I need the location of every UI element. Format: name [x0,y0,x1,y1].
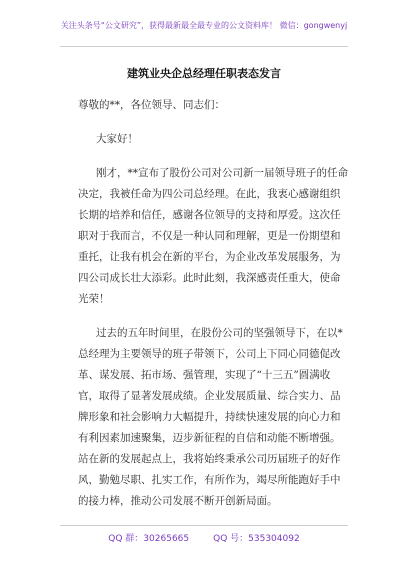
paragraph-1-line-2: 决定，我被任命为四公司总经理。在此，我衷心感谢组织 [78,188,341,200]
document-title: 建筑业央企总经理任职表态发言 [127,67,281,80]
paragraph-2-line-1: 过去的五年时间里，在股份公司的坚强领导下，在以* [96,327,343,339]
paragraph-2-line-9: 的接力棒，推动公司发展不断开创新局面。 [78,495,278,507]
paragraph-1-line-6: 四公司成长壮大添彩。此时此刻，我深感责任重大，使命 [78,272,341,284]
paragraph-2-line-6: 有利因素加速聚集，迈步新征程的自信和动能不断增强。 [78,432,341,444]
footer-qq-number: QQ 号：535304092 [213,534,300,544]
paragraph-2-line-8: 风，勤勉尽职、扎实工作，有所作为，竭尽所能跑好手中 [78,474,341,486]
paragraph-2-line-2: 总经理为主要领导的班子带领下，公司上下同心同德促改 [78,348,341,360]
paragraph-1-line-3: 长期的培养和信任，感谢各位领导的支持和厚爱。这次任 [78,209,341,221]
paragraph-1-line-1: 刚才，**宣布了股份公司对公司新一届领导班子的任命 [96,167,348,179]
paragraph-2-line-7: 站在新的发展起点上，我将始终秉承公司历届班子的好作 [78,453,341,465]
paragraph-2-line-4: 官，取得了显著发展成绩。企业发展质量、综合实力、品 [78,390,341,402]
paragraph-1-line-5: 重托，让我有机会在新的平台，为企业改革发展服务，为 [78,251,341,263]
footer [0,532,408,546]
greeting: 大家好！ [96,133,138,145]
salutation: 尊敬的**，各位领导、同志们： [78,99,225,111]
footer-qq-group: QQ 群：30265665 [108,534,190,544]
footer-divider [60,525,348,526]
header-divider [60,46,348,47]
paragraph-1-line-7: 光荣！ [78,293,110,305]
paragraph-2-line-3: 革、谋发展、拓市场、强管理，实现了“十三五”圆满收 [78,369,331,381]
paragraph-2-line-5: 牌形象和社会影响力大幅提升，持续快速发展的向心力和 [78,411,341,423]
paragraph-1-line-4: 职对于我而言，不仅是一种认同和理解，更是一份期望和 [78,230,341,242]
header-banner: 关注头条号“公文研究”，获得最新最全最专业的公文资料库！ 微信：gongwenyj [60,21,348,30]
